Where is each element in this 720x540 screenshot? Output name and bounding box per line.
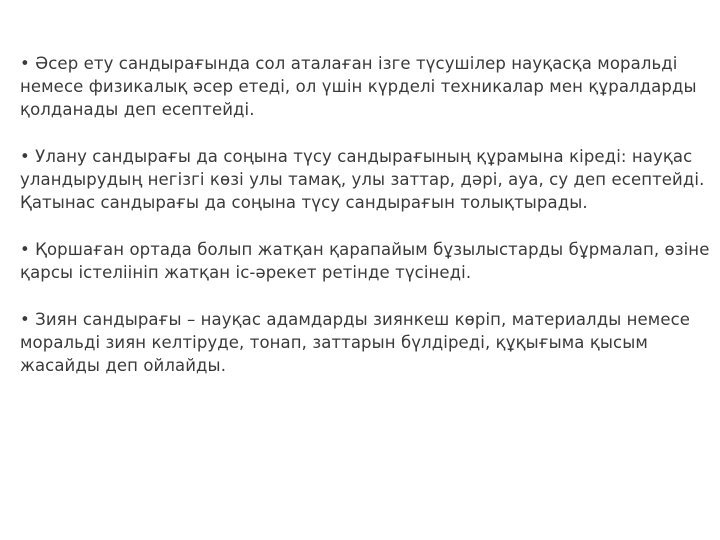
bullet-paragraph-damage-delusion: • Зиян сандырағы – науқас адамдарды зиянкеш көріп, материалды немесе моральді зиян келтіруде, тонап, заттарын бүлдіреді, құқығыма қысым жасайды деп ойлайды. [20,310,691,375]
bullet-paragraph-influence-delusion: • Әсер ету сандырағында сол аталаған ізге түсушілер науқасқа моральді немесе физикалық әсер етеді, ол үшін күрделі техникалар мен құралдарды қолданады деп есептейді. [20,54,697,119]
bullet-paragraph-poisoning-delusion: • Улану сандырағы да соңына түсу сандырағының құрамына кіреді: науқас уландырудың негізгі көзі улы тамақ, улы заттар, дәрі, ауа, су деп есептейді. Қатынас сандырағы да соңына түсу сандырағын толықтырады. [20,147,705,212]
bullet-paragraph-environment-misinterpretation: • Қоршаған ортада болып жатқан қарапайым бұзылыстарды бұрмалап, өзіне қарсы істеліініп жатқан іс-әрекет ретінде түсінеді. [20,240,710,282]
slide-body [20,52,710,401]
